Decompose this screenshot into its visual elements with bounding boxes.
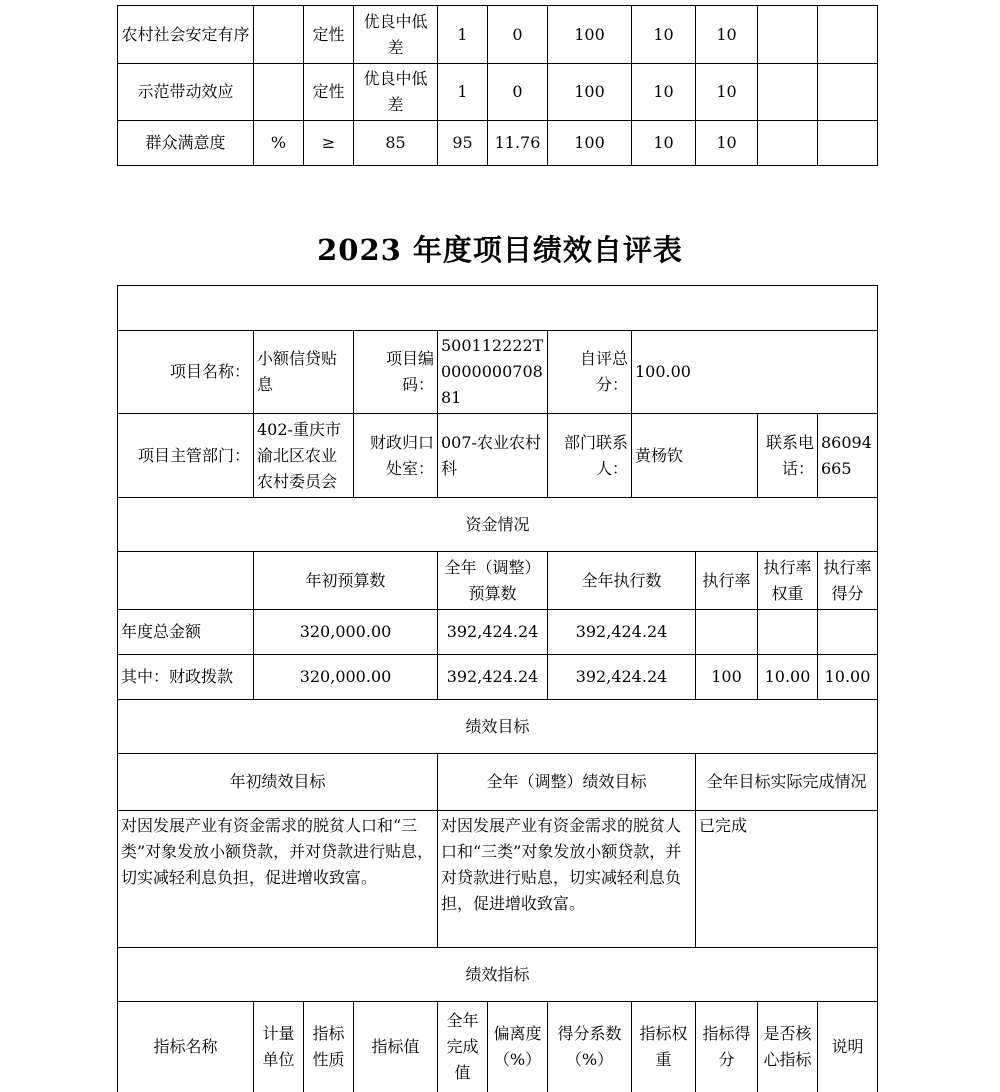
goals-section-header: 绩效目标 [118, 700, 878, 754]
table-row [118, 948, 878, 1002]
funds-rate: 100 [696, 655, 758, 700]
indicator-header-value: 指标值 [354, 1002, 438, 1092]
funds-header-initial: 年初预算数 [254, 552, 438, 610]
indicator-header-note: 说明 [818, 1002, 878, 1092]
indicator-score: 10 [696, 64, 758, 121]
funds-header-executed: 全年执行数 [548, 552, 696, 610]
goals-adjusted-text: 对因发展产业有资金需求的脱贫人口和“三类”对象发放小额贷款，并对贷款进行贴息，切实减轻利息负担，促进增收致富。 [438, 811, 696, 948]
indicator-core [758, 121, 818, 166]
funds-initial: 320,000.00 [254, 610, 438, 655]
page-title: 2023 年度项目绩效自评表 [317, 233, 683, 267]
table-row [118, 552, 878, 610]
indicator-nature: ≥ [304, 121, 354, 166]
indicator-core [758, 64, 818, 121]
funds-executed: 392,424.24 [548, 610, 696, 655]
indicator-header-actual: 全年完成值 [438, 1002, 488, 1092]
indicator-header-deviation: 偏离度（%） [488, 1002, 548, 1092]
finance-office-label: 财政归口处室： [354, 414, 438, 498]
indicator-score: 10 [696, 121, 758, 166]
indicator-header-name: 指标名称 [118, 1002, 254, 1092]
funds-rate-score: 10.00 [818, 655, 878, 700]
funds-rate [696, 610, 758, 655]
table-row [118, 121, 878, 166]
funds-header-rate-weight: 执行率权重 [758, 552, 818, 610]
table-row [118, 6, 878, 64]
funds-header-adjusted: 全年（调整）预算数 [438, 552, 548, 610]
goals-header-adjusted: 全年（调整）绩效目标 [438, 754, 696, 811]
funds-rate-weight: 10.00 [758, 655, 818, 700]
dept-value: 402-重庆市渝北区农业农村委员会 [254, 414, 354, 498]
blank-header-cell [118, 286, 878, 331]
indicator-name: 示范带动效应 [118, 64, 254, 121]
indicator-target: 优良中低差 [354, 64, 438, 121]
indicator-actual: 1 [438, 64, 488, 121]
project-code-value: 500112222T000000070881 [438, 331, 548, 414]
table-row [118, 700, 878, 754]
indicator-header-score: 指标得分 [696, 1002, 758, 1092]
goals-header-initial: 年初绩效目标 [118, 754, 438, 811]
indicator-coef: 100 [548, 6, 632, 64]
indicator-deviation: 0 [488, 6, 548, 64]
funds-rate-weight [758, 610, 818, 655]
table-row [118, 1002, 878, 1092]
indicator-nature: 定性 [304, 64, 354, 121]
project-name-label: 项目名称： [118, 331, 254, 414]
contact-label: 部门联系人： [548, 414, 632, 498]
indicator-header-coef: 得分系数（%） [548, 1002, 632, 1092]
indicator-header-weight: 指标权重 [632, 1002, 696, 1092]
indicator-actual: 1 [438, 6, 488, 64]
indicator-coef: 100 [548, 64, 632, 121]
indicator-weight: 10 [632, 6, 696, 64]
indicator-note [818, 64, 878, 121]
table-row [118, 286, 878, 331]
indicator-weight: 10 [632, 121, 696, 166]
indicator-header-core: 是否核心指标 [758, 1002, 818, 1092]
funds-row-label: 年度总金额 [118, 610, 254, 655]
table-row [118, 754, 878, 811]
table-row [118, 811, 878, 948]
indicator-note [818, 121, 878, 166]
indicator-header-unit: 计量单位 [254, 1002, 304, 1092]
table-row [118, 331, 878, 414]
indicator-core [758, 6, 818, 64]
phone-label: 联系电话： [758, 414, 818, 498]
funds-initial: 320,000.00 [254, 655, 438, 700]
indicator-actual: 95 [438, 121, 488, 166]
table-row [118, 655, 878, 700]
funds-rate-score [818, 610, 878, 655]
funds-adjusted: 392,424.24 [438, 610, 548, 655]
indicator-table-continued [117, 5, 878, 166]
indicator-header-nature: 指标性质 [304, 1002, 354, 1092]
goals-actual-text: 已完成 [696, 811, 878, 948]
self-score-value: 100.00 [632, 331, 878, 414]
finance-office-value: 007-农业农村科 [438, 414, 548, 498]
indicator-deviation: 11.76 [488, 121, 548, 166]
funds-section-header: 资金情况 [118, 498, 878, 552]
indicator-score: 10 [696, 6, 758, 64]
indicator-deviation: 0 [488, 64, 548, 121]
table-row [118, 610, 878, 655]
indicator-name: 农村社会安定有序 [118, 6, 254, 64]
goals-initial-text: 对因发展产业有资金需求的脱贫人口和“三类”对象发放小额贷款，并对贷款进行贴息，切实减轻利息负担，促进增收致富。 [118, 811, 438, 948]
contact-value: 黄杨钦 [632, 414, 758, 498]
indicator-target: 85 [354, 121, 438, 166]
funds-header-rate-score: 执行率得分 [818, 552, 878, 610]
indicators-section-header: 绩效指标 [118, 948, 878, 1002]
indicator-unit: % [254, 121, 304, 166]
indicator-weight: 10 [632, 64, 696, 121]
goals-header-actual: 全年目标实际完成情况 [696, 754, 878, 811]
table-row [118, 64, 878, 121]
funds-executed: 392,424.24 [548, 655, 696, 700]
funds-adjusted: 392,424.24 [438, 655, 548, 700]
indicator-target: 优良中低差 [354, 6, 438, 64]
indicator-note [818, 6, 878, 64]
funds-blank-header [118, 552, 254, 610]
table-row [118, 498, 878, 552]
phone-value: 86094665 [818, 414, 878, 498]
indicator-coef: 100 [548, 121, 632, 166]
indicator-name: 群众满意度 [118, 121, 254, 166]
indicator-nature: 定性 [304, 6, 354, 64]
table-row [118, 414, 878, 498]
indicator-unit [254, 6, 304, 64]
project-name-value: 小额信贷贴息 [254, 331, 354, 414]
project-code-label: 项目编码： [354, 331, 438, 414]
dept-label: 项目主管部门： [118, 414, 254, 498]
funds-row-label: 其中：财政拨款 [118, 655, 254, 700]
self-evaluation-table [117, 285, 878, 1092]
funds-header-rate: 执行率 [696, 552, 758, 610]
indicator-unit [254, 64, 304, 121]
self-score-label: 自评总分： [548, 331, 632, 414]
